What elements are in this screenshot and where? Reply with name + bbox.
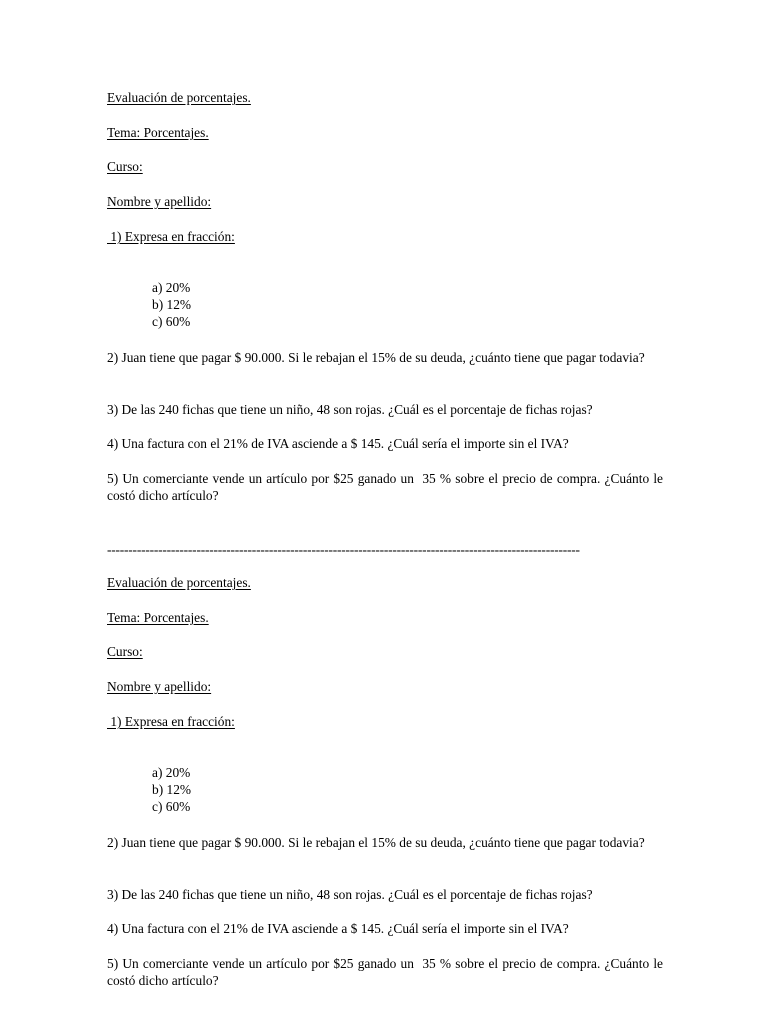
question-2: 2) Juan tiene que pagar $ 90.000. Si le rebajan el 15% de su deuda, ¿cuánto tiene que pagar todavia? <box>107 835 645 850</box>
question-4: 4) Una factura con el 21% de IVA asciende a $ 145. ¿Cuál sería el importe sin el IVA? <box>107 436 569 451</box>
evaluation-title: Evaluación de porcentajes. <box>107 90 251 105</box>
cut-line-separator: --------------------------------------------------------------------------------------------------------------- <box>107 542 580 557</box>
evaluation-title: Evaluación de porcentajes. <box>107 575 251 590</box>
topic-label: Tema: Porcentajes. <box>107 610 209 625</box>
question-1-option-a: a) 20% <box>152 280 191 295</box>
student-name-label: Nombre y apellido: <box>107 194 212 209</box>
question-1-option-c: c) 60% <box>152 799 191 814</box>
question-1-option-b: b) 12% <box>152 297 192 312</box>
course-label: Curso: <box>107 644 143 659</box>
question-3: 3) De las 240 fichas que tiene un niño, 48 son rojas. ¿Cuál es el porcentaje de fichas rojas? <box>107 402 593 417</box>
question-2: 2) Juan tiene que pagar $ 90.000. Si le rebajan el 15% de su deuda, ¿cuánto tiene que pagar todavia? <box>107 350 645 365</box>
question-1-heading: 1) Expresa en fracción: <box>107 229 235 244</box>
question-1-option-a: a) 20% <box>152 765 191 780</box>
question-1-heading: 1) Expresa en fracción: <box>107 714 235 729</box>
student-name-label: Nombre y apellido: <box>107 679 212 694</box>
question-5: 5) Un comerciante vende un artículo por $25 ganado un 35 % sobre el precio de compra. ¿Cuánto le costó dicho artículo? <box>107 956 667 988</box>
question-1-option-b: b) 12% <box>152 782 192 797</box>
topic-label: Tema: Porcentajes. <box>107 125 209 140</box>
question-4: 4) Una factura con el 21% de IVA asciende a $ 145. ¿Cuál sería el importe sin el IVA? <box>107 921 569 936</box>
course-label: Curso: <box>107 159 143 174</box>
question-1-option-c: c) 60% <box>152 314 191 329</box>
question-3: 3) De las 240 fichas que tiene un niño, 48 son rojas. ¿Cuál es el porcentaje de fichas rojas? <box>107 887 593 902</box>
question-5: 5) Un comerciante vende un artículo por $25 ganado un 35 % sobre el precio de compra. ¿Cuánto le costó dicho artículo? <box>107 471 667 503</box>
